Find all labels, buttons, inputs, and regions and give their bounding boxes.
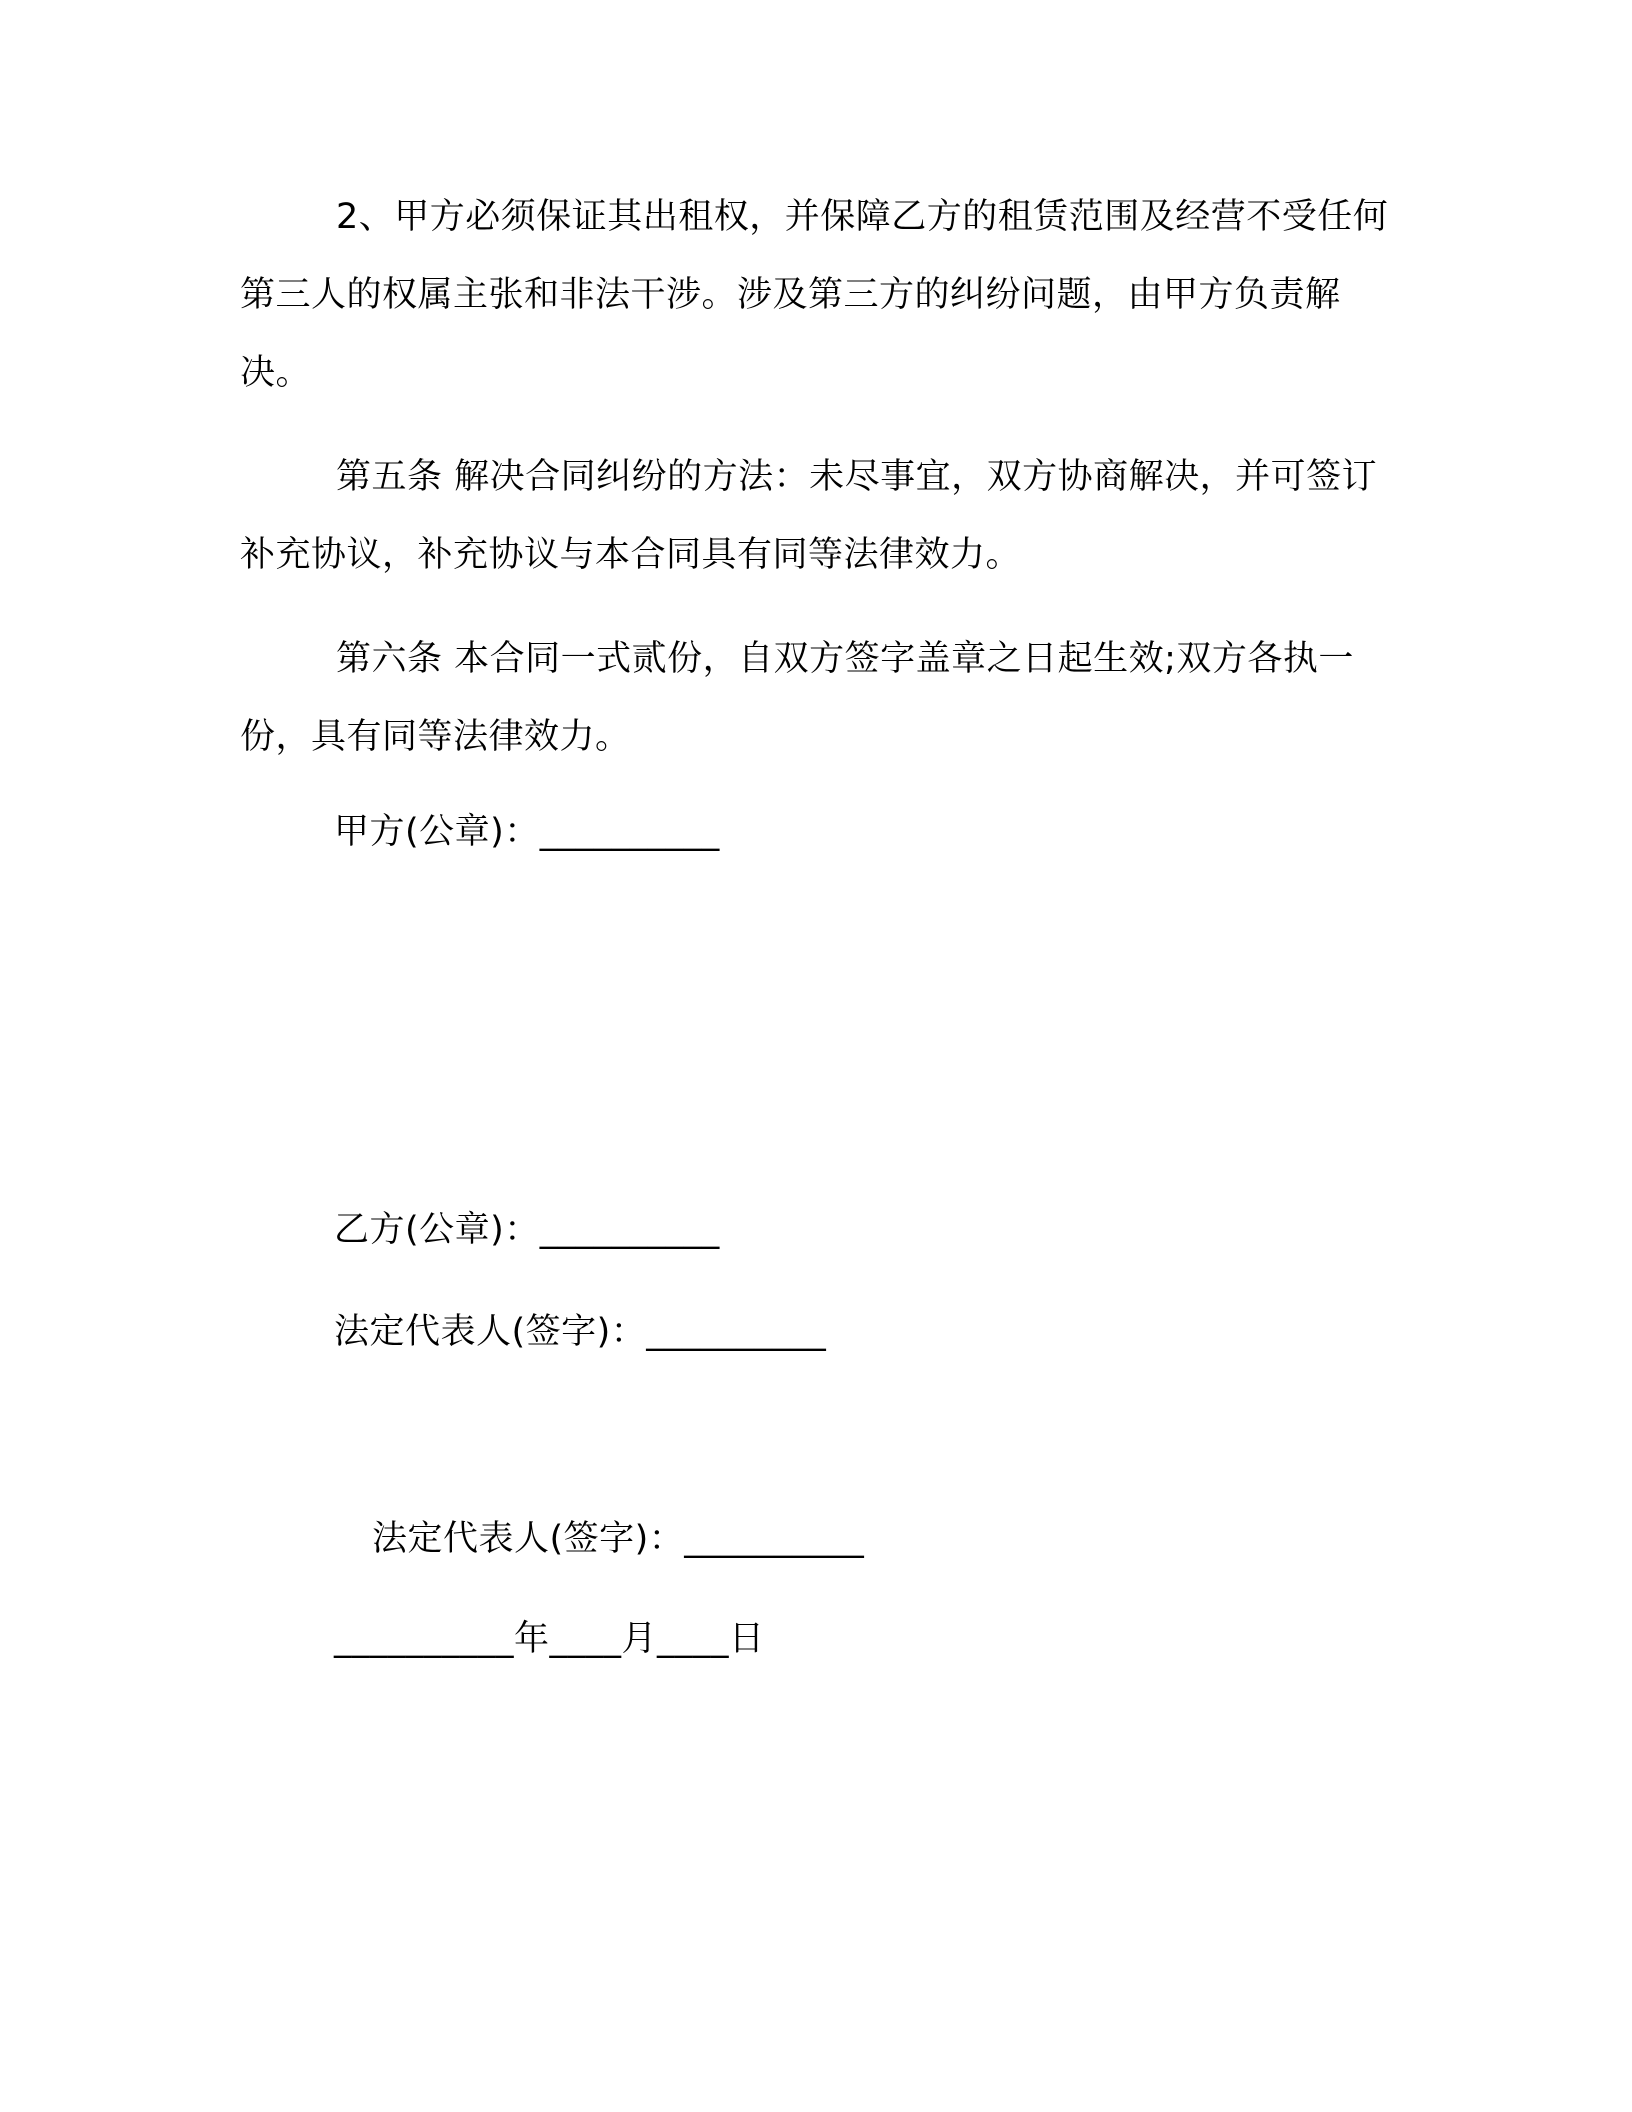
legal-representative-signature-line-2: 法定代表人(签字)：__________ xyxy=(372,1519,865,1559)
party-b-seal-line: 乙方(公章)：__________ xyxy=(334,1210,720,1250)
date-line: __________年____月____日 xyxy=(334,1619,765,1659)
clause-paragraph-effectiveness: 第六条 本合同一式贰份，自双方签字盖章之日起生效;双方各执一份，具有同等法律效力。 xyxy=(240,639,1354,757)
clause-paragraph-dispute-resolution: 第五条 解决合同纠纷的方法：未尽事宜，双方协商解决，并可签订补充协议，补充协议与本合同具有同等法律效力。 xyxy=(240,457,1378,575)
clause-paragraph-lessor-guarantee: 2、甲方必须保证其出租权，并保障乙方的租赁范围及经营不受任何第三人的权属主张和非法干涉。涉及第三方的纠纷问题，由甲方负责解决。 xyxy=(240,197,1389,393)
party-a-seal-line: 甲方(公章)：__________ xyxy=(334,812,720,852)
legal-representative-signature-line: 法定代表人(签字)：__________ xyxy=(334,1312,827,1352)
